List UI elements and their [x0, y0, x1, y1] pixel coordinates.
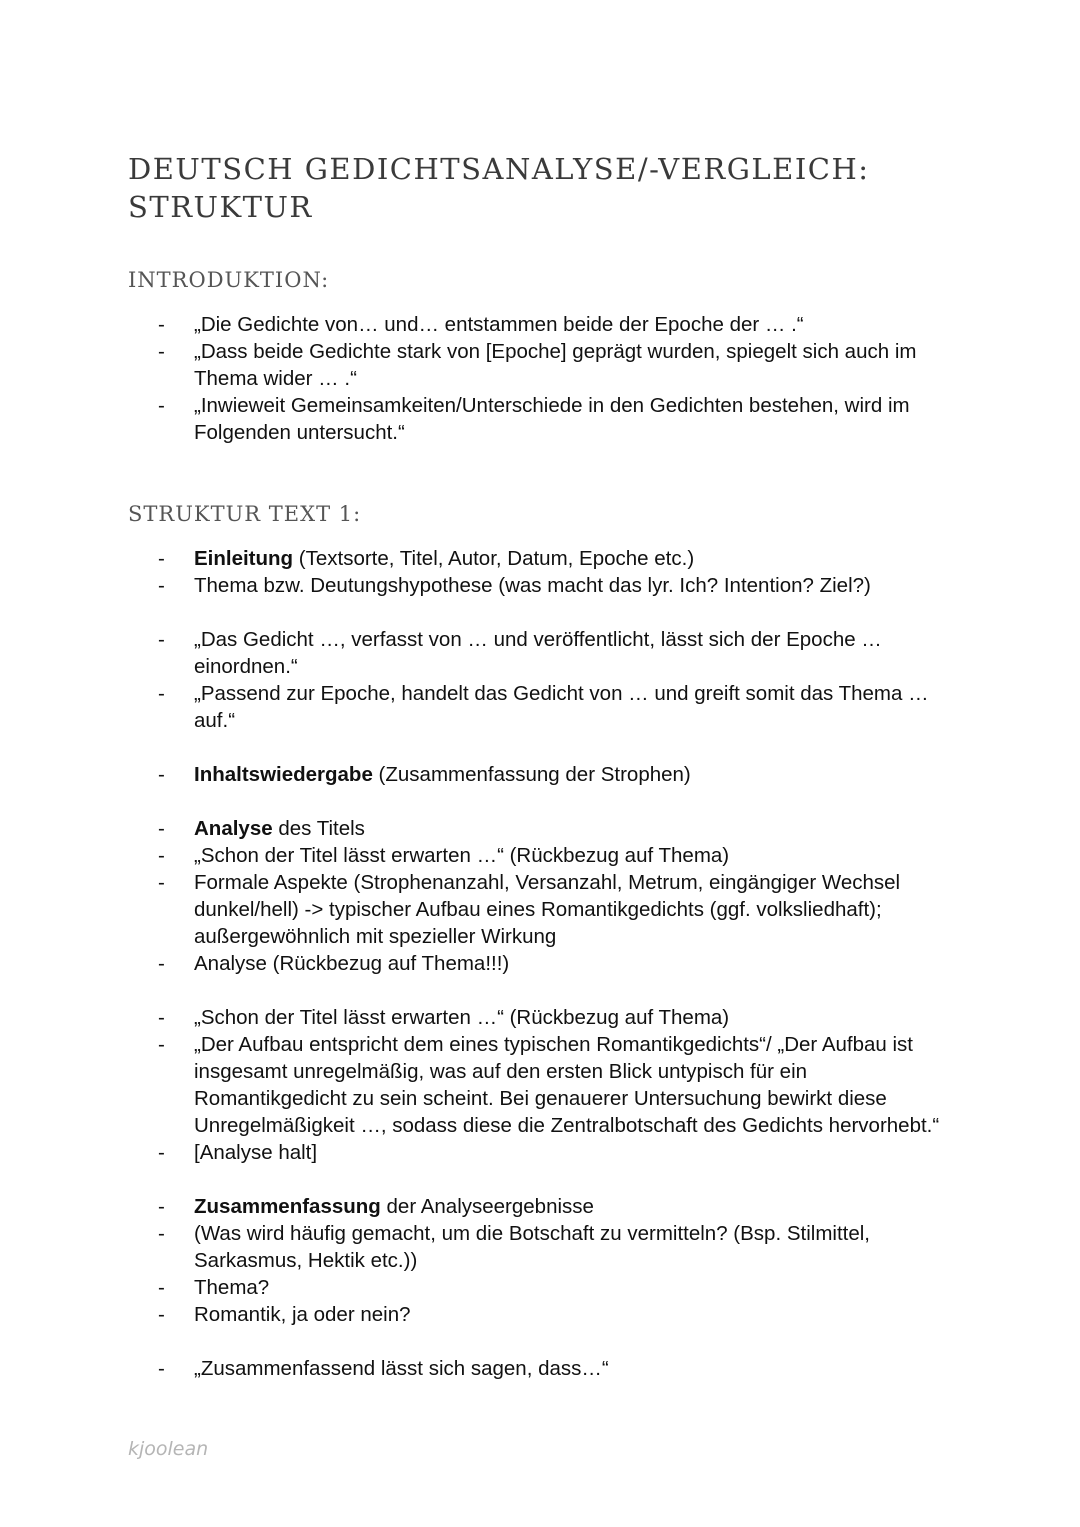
bullet-dash: - — [158, 313, 165, 336]
list-item: - „Zusammenfassend lässt sich sagen, dass…“ — [158, 1357, 609, 1380]
section-heading-struktur-text-1: STRUKTUR TEXT 1: — [128, 502, 362, 526]
spacer — [0, 1328, 1080, 1355]
list-item: - Zusammenfassung der Analyseergebnisse — [158, 1195, 594, 1218]
list-item: - Analyse des Titels — [158, 817, 365, 840]
bullet-dash: - — [158, 1276, 165, 1299]
bullet-dash: - — [158, 1222, 165, 1245]
list-item: - Einleitung (Textsorte, Titel, Autor, Datum, Epoche etc.) — [158, 547, 695, 570]
list-item: - Thema bzw. Deutungshypothese (was macht das lyr. Ich? Intention? Ziel?) — [158, 574, 871, 597]
bullet-dash: - — [158, 1033, 165, 1056]
bullet-dash: - — [158, 817, 165, 840]
list-item: - „Passend zur Epoche, handelt das Gedicht von … und greift somit das Thema … auf.“ — [158, 682, 929, 732]
bullet-dash: - — [158, 763, 165, 786]
bullet-dash: - — [158, 1006, 165, 1029]
author-footer: kjoolean — [128, 1438, 209, 1460]
bullet-dash: - — [158, 628, 165, 651]
bullet-dash: - — [158, 1195, 165, 1218]
spacer — [0, 788, 1080, 815]
bullet-dash: - — [158, 952, 165, 975]
list-item: - „Dass beide Gedichte stark von [Epoche] geprägt wurden, spiegelt sich auch im Thema wider … .“ — [158, 340, 917, 390]
bullet-dash: - — [158, 682, 165, 705]
bullet-dash: - — [158, 1303, 165, 1326]
bullet-dash: - — [158, 547, 165, 570]
list-item: - „Schon der Titel lässt erwarten …“ (Rückbezug auf Thema) — [158, 844, 730, 867]
bullet-dash: - — [158, 844, 165, 867]
list-item: - „Das Gedicht …, verfasst von … und veröffentlicht, lässt sich der Epoche … einordnen.“ — [158, 628, 882, 678]
spacer — [0, 599, 1080, 626]
bullet-dash: - — [158, 1357, 165, 1380]
spacer — [0, 1166, 1080, 1193]
page-title: DEUTSCH GEDICHTSANALYSE/-VERGLEICH: STRUKTUR — [128, 152, 870, 224]
list-item: - Romantik, ja oder nein? — [158, 1303, 411, 1326]
bullet-dash: - — [158, 574, 165, 597]
list-item: - „Schon der Titel lässt erwarten …“ (Rückbezug auf Thema) — [158, 1006, 730, 1029]
list-item: - (Was wird häufig gemacht, um die Botschaft zu vermitteln? (Bsp. Stilmittel, Sarkasmus, Hektik etc.)) — [158, 1222, 870, 1272]
list-item: - Thema? — [158, 1276, 270, 1299]
spacer — [0, 977, 1080, 1004]
bullet-dash: - — [158, 340, 165, 363]
list-item: - „Inwieweit Gemeinsamkeiten/Unterschiede in den Gedichten bestehen, wird im Folgenden untersucht.“ — [158, 394, 910, 444]
list-item: - [Analyse halt] — [158, 1141, 318, 1164]
list-item: - Formale Aspekte (Strophenanzahl, Versanzahl, Metrum, eingängiger Wechsel dunkel/hell) -> typischer Aufbau eines Romantikgedichts (ggf. volksliedhaft); außergewöhnlich mit spezieller Wirkung — [158, 871, 901, 948]
bullet-dash: - — [158, 1141, 165, 1164]
list-item: - Analyse (Rückbezug auf Thema!!!) — [158, 952, 510, 975]
bullet-dash: - — [158, 871, 165, 894]
spacer — [0, 734, 1080, 761]
list-item: - Inhaltswiedergabe (Zusammenfassung der Strophen) — [158, 763, 691, 786]
bullet-dash: - — [158, 394, 165, 417]
section-heading-introduktion: INTRODUKTION: — [128, 268, 330, 292]
introduktion-list — [0, 311, 1080, 446]
list-item: - „Der Aufbau entspricht dem eines typischen Romantikgedichts“/ „Der Aufbau ist insgesamt unregelmäßig, was auf den ersten Blick untypisch für ein Romantikgedicht zu sein scheint. Bei genauerer Untersuchung bewirkt diese Unregelmäßigkeit …, sodass diese die Zentralbotschaft des Gedichts hervorhebt.“ — [158, 1033, 940, 1137]
list-item: - „Die Gedichte von… und… entstammen beide der Epoche der … .“ — [158, 313, 804, 336]
struktur-text-1-list — [0, 545, 1080, 1382]
